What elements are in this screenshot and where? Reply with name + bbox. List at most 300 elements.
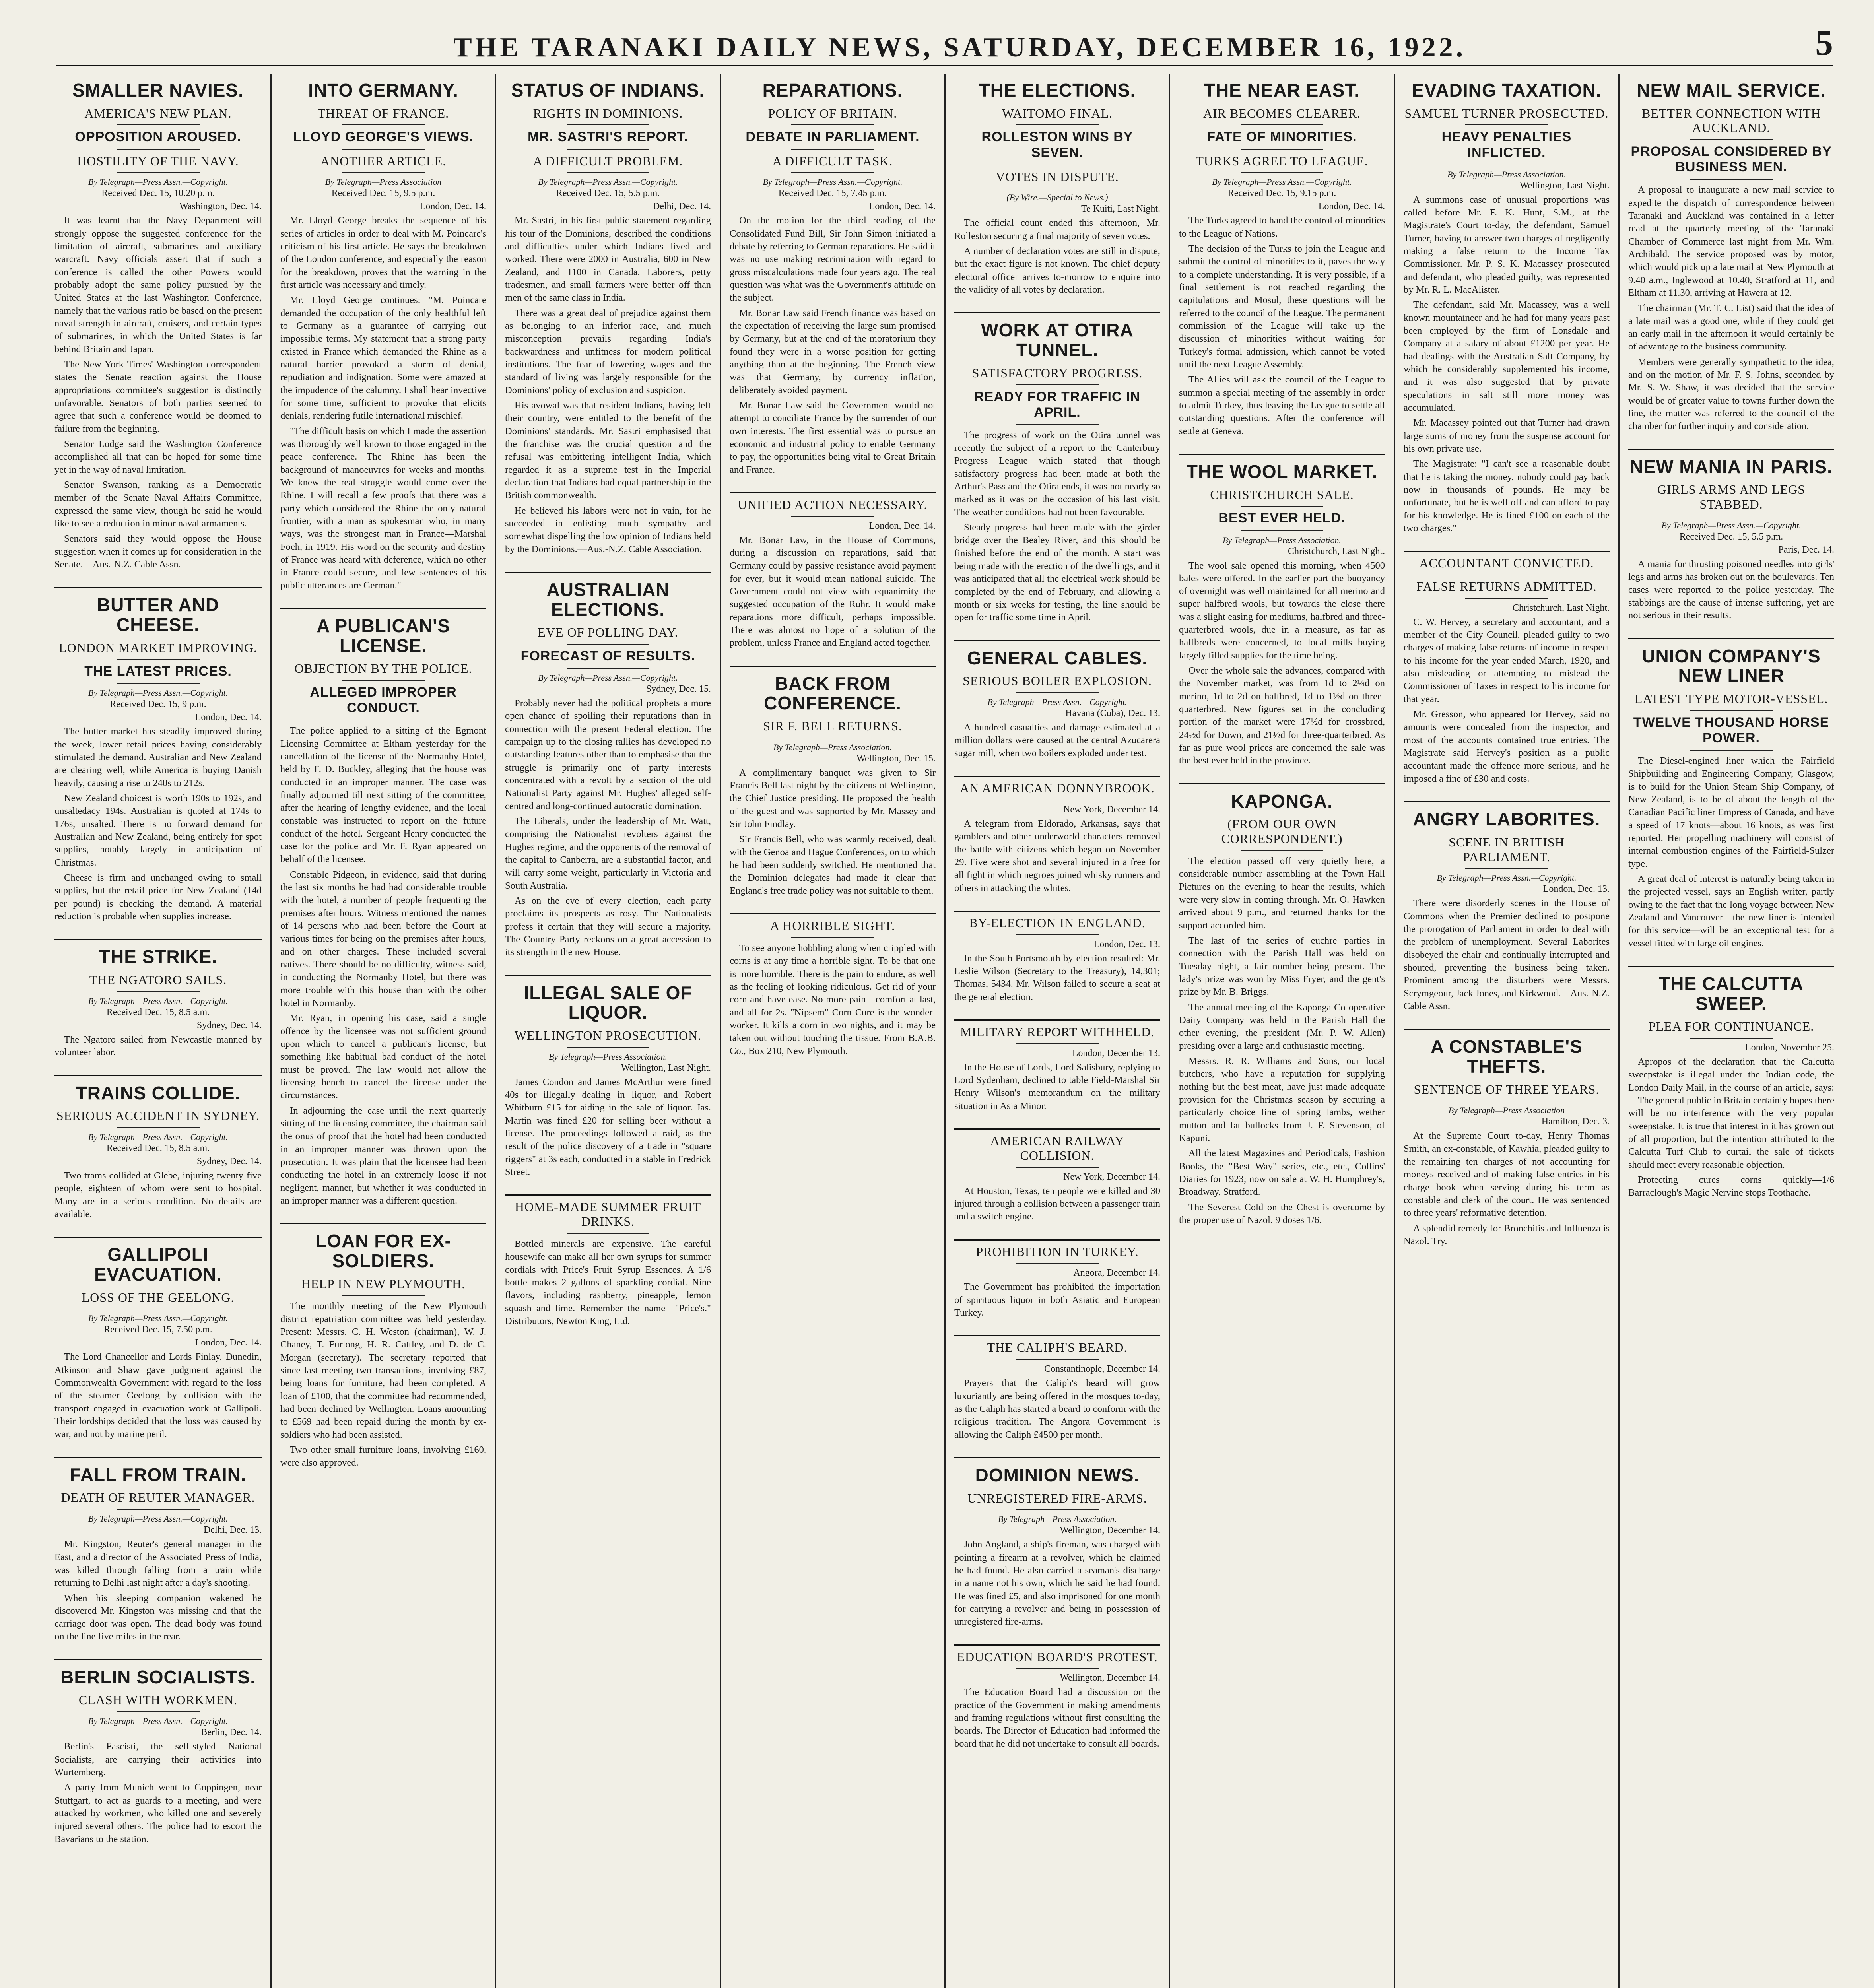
article-paragraph: Mr. Sastri, in his first public statement regarding his tour of the Dominions, described the conditions and difficulties under which Indians lived and worked. There were 2000 in Australia, 600 in New Zealand, and 1100 in Canada. Laborers, petty tradesmen, and small farmers were better off than men of the same class in India. [505, 215, 711, 303]
column [944, 74, 1169, 1988]
article-dateline: London, Dec. 14. [195, 1338, 262, 1348]
article-headline: A CONSTABLE'S THEFTS. [1431, 1036, 1583, 1077]
article-body [954, 1377, 1160, 1441]
article-paragraph: As on the eve of every election, each party proclaims its prospects as rosy. The Nationalists profess it certain that they will secure a majority. The Country Party reckons on a great accession to its strength in the new House. [505, 895, 711, 958]
article-paragraph: The last of the series of euchre parties in connection with the Parish Hall was held on Tuesday night, a fair number being present. The lady's prize was won by Miss Fryer, and the gent's prize by Mr. B. Briggs. [1179, 935, 1385, 998]
article-byline: By Telegraph—Press Assn.—Copyright. [1437, 873, 1577, 883]
article-paragraph: The decision of the Turks to join the League and submit the control of minorities to it, paves the way to a complete understanding. It is very possible, if a final settlement is not reached regarding the capitulations and Mosul, these questions will be referred to the council of the League. The permanent commission of the League will take up the discussion of minorities without waiting for Turkey's formal admission, which cannot be voted until the next League Assembly. [1179, 243, 1385, 370]
heading-rule [567, 124, 649, 125]
article-subheading: HEAVY PENALTIES INFLICTED. [1441, 129, 1572, 160]
article [730, 913, 936, 1058]
article-paragraph: The Government has prohibited the importation of spirituous liquor in both Asiatic and European Turkey. [954, 1281, 1160, 1318]
article-byline: By Telegraph—Press Assn.—Copyright. [88, 1716, 228, 1726]
article-headline: BUTTER AND CHEESE. [97, 594, 219, 635]
article-divider [954, 776, 1160, 777]
article-body [1404, 616, 1610, 785]
article-body [954, 1061, 1160, 1112]
article-paragraph: Mr. Bonar Law said the Government would not attempt to conciliate France by the surrender of our own interests. The first essential was to pursue an economic and industrial policy to enable Germany to pay, the opportunities being vital to Great Britain and France. [730, 400, 936, 475]
article-divider [1404, 551, 1610, 552]
heading-rule [1241, 850, 1323, 851]
article-divider [280, 608, 486, 609]
article-subheading: THE CALIPH'S BEARD. [987, 1340, 1128, 1355]
article-paragraph: The Lord Chancellor and Lords Finlay, Dunedin, Atkinson and Shaw gave judgment against the Commonwealth Government with regard to the loss of the steamer Geelong by collision with the transport engaged in evacuation work at Gallipoli. Their lordships decided that the loss was caused by war, and not by marine peril. [54, 1351, 262, 1440]
article-subheading: (FROM OUR OWN CORRESPONDENT.) [1221, 817, 1343, 846]
heading-rule [342, 124, 424, 125]
article-body [954, 721, 1160, 760]
article-body [54, 1351, 262, 1441]
article-paragraph: The Magistrate: "I can't see a reasonable doubt that he is taking the money, nobody could pay back now in thousands of pounds. He may be unfortunate, but he is well off and can afford to pay for his knowledge. He is fined £100 on each of the two charges." [1404, 458, 1610, 534]
article-paragraph: James Condon and James McArthur were fined 40s for illegally dealing in liquor, and Robert Whitburn £15 for aiding in the sale of liquor. Jas. Martin was fined £20 for selling beer without a license. The proceedings followed a raid, as the result of the police discovery of a trade in "square riggers" at 3s each, conducted in a stable in Fredrick Street. [505, 1076, 711, 1178]
article-body [54, 1033, 262, 1059]
article-paragraph: Constable Pidgeon, in evidence, said that during the last six months he had had considerable trouble with the hotel, a number of people frequenting the premises after hours. Witness mentioned the names of 14 persons who had been before the Court at various times for being on the premises after hours, and on other charges. These included several natives. There should be no difficulty, witness said, in conducting the Normanby Hotel, but there was more trouble with this house than with the other hotel in Normanby. [280, 869, 486, 1009]
article-divider [1404, 801, 1610, 802]
article-divider [954, 1128, 1160, 1130]
article-received-time: Received Dec. 15, 8.5 a.m. [106, 1143, 210, 1153]
article-dateline: Sydney, Dec. 14. [196, 1156, 262, 1167]
article-divider [1179, 783, 1385, 784]
article-paragraph: A mania for thrusting poisoned needles into girls' legs and arms has broken out on the boulevards. Ten cases were reported to the police yesterday. The stabbings are the cause of intense suffering, yet are not serious in their results. [1628, 558, 1834, 621]
article-paragraph: Senators said they would oppose the House suggestion when it comes up for consideration in the Senate.—Aus.-N.Z. Cable Assn. [54, 533, 262, 570]
article-divider [954, 1457, 1160, 1458]
article [954, 1644, 1160, 1750]
newspaper-columns [46, 74, 1843, 1988]
heading-rule [1690, 750, 1772, 751]
heading-rule [1016, 692, 1098, 693]
heading-rule [117, 1509, 199, 1510]
article-byline: By Telegraph—Press Association. [548, 1051, 668, 1062]
article-headline: STATUS OF INDIANS. [511, 80, 705, 101]
article-headline: GENERAL CABLES. [967, 647, 1148, 668]
article-paragraph: Prayers that the Caliph's beard will grow luxuriantly are being offered in the mosques to-day, as the Caliph has started a beard to conform with the religious tradition. The Angora Government is allowing the Caliph £4500 per month. [954, 1378, 1160, 1440]
article-subheading: WAITOMO FINAL. [1002, 106, 1113, 120]
article-paragraph: Messrs. R. R. Williams and Sons, our local butchers, who have a reputation for supplying nothing but the best meat, have just made adequate provision for the Christmas season by securing a particularly choice line of spring lambs, wether mutton and fat bullocks from J. F. Stevenson, of Kapuni. [1179, 1055, 1385, 1143]
article [954, 640, 1160, 760]
article [1404, 1029, 1610, 1248]
article-subheading: FALSE RETURNS ADMITTED. [1416, 579, 1597, 594]
heading-rule [791, 149, 874, 150]
article-subheading: A DIFFICULT TASK. [772, 153, 893, 168]
article [954, 1019, 1160, 1112]
article-divider [954, 1019, 1160, 1021]
article-dateline: London, Dec. 14. [1318, 201, 1385, 212]
heading-rule [791, 172, 874, 173]
article-headline: ILLEGAL SALE OF LIQUOR. [524, 982, 692, 1023]
article [1628, 449, 1834, 622]
article-paragraph: Berlin's Fascisti, the self-styled National Socialists, are carrying their activities into Wurtemberg. [54, 1741, 262, 1778]
article-divider [730, 492, 936, 493]
article-paragraph: The police applied to a sitting of the Egmont Licensing Committee at Eltham yesterday for the cancellation of the license of the Normanby Hotel, held by F. D. Buckley, alleging that the house was conducted in an improper manner. The case was finally adjourned till next sitting of the committee, after the hearing of lengthy evidence, and the local constable was instructed to report on the future conduct of the hotel. Sergeant Henry conducted the case for the police and Mr. F. Ryan appeared on behalf of the licensee. [280, 725, 486, 865]
article-paragraph: The election passed off very quietly here, a considerable number assembling at the Town Hall Pictures on the evening to hear the results, which were very slow in coming through. Mr. O. Hawken arrived about 9 p.m., and returned thanks for the support accorded him. [1179, 856, 1385, 931]
article [280, 1223, 486, 1469]
article-paragraph: Mr. Kingston, Reuter's general manager in the East, and a director of the Associated Press of India, was killed through falling from a train while returning to Delhi last night after a day's shooting. [54, 1539, 262, 1588]
article-paragraph: John Angland, a ship's fireman, was charged with pointing a firearm at a revolver, which he claimed he had found. He also carried a seaman's discharge in a name not his own, which he said he had found. He was fined £5, and also imprisoned for one month for carrying a revolver and being in possession of unregistered fire-arms. [954, 1539, 1160, 1627]
article-received-time: Received Dec. 15, 10.20 p.m. [101, 188, 215, 199]
article-paragraph: The chairman (Mr. T. C. List) said that the idea of a late mail was a good one, while if they could get an early mail in the afternoon it would certainly be of advantage to the business community. [1628, 303, 1834, 352]
article-headline: LOAN FOR EX-SOLDIERS. [315, 1231, 451, 1272]
heading-rule [1016, 124, 1098, 125]
article-byline: By Telegraph—Press Association [325, 177, 442, 187]
article-received-time: Received Dec. 15, 7.50 p.m. [104, 1324, 212, 1335]
article-body [1404, 897, 1610, 1013]
article-headline: A PUBLICAN'S LICENSE. [317, 615, 450, 656]
article-body [54, 725, 262, 923]
article-body [1179, 855, 1385, 1227]
article-paragraph: A number of declaration votes are still in dispute, but the exact figure is not known. The chief deputy electoral officer arrives to-morrow to enquire into the validity of all votes by declaration. [954, 246, 1160, 295]
article-paragraph: On the motion for the third reading of the Consolidated Fund Bill, Sir John Simon initiated a debate by referring to German reparations. He said it was no use making recrimination with regard to gross miscalculations made four years ago. The real question was what was the Government's attitude on the subject. [730, 215, 936, 303]
article [54, 1457, 262, 1643]
article-paragraph: There was a great deal of prejudice against them as belonging to an inferior race, and much misconception prevails regarding India's backwardness and unfitness for modern political institutions. The fear of lowering wages and the standard of living was largely responsible for the Dominions' policy of exclusion and suspicion. [505, 307, 711, 396]
heading-rule [1016, 384, 1098, 385]
heading-rule [1241, 149, 1323, 150]
article-paragraph: Mr. Bonar Law, in the House of Commons, during a discussion on reparations, said that Germany could by passive resistance avoid payment for ever, but it would mean national suicide. The Government could not view with equanimity the suggested occupation of the Ruhr. It would make reparations more difficult, perhaps impossible. There was almost no hope of a solution of the problem, unless France and England acted together. [730, 534, 936, 648]
heading-rule [342, 1295, 424, 1296]
article-body [280, 1300, 486, 1469]
article-subheading: TWELVE THOUSAND HORSE POWER. [1633, 714, 1829, 746]
article-dateline: New York, December 14. [1063, 804, 1160, 815]
article-subheading: PLEA FOR CONTINUANCE. [1648, 1019, 1814, 1034]
heading-rule [791, 124, 874, 125]
article-body [1628, 558, 1834, 622]
article-paragraph: Senator Swanson, ranking as a Democratic member of the Senate Naval Affairs Committee, expressed the same view, though he said he would like to see a reduction in minor naval armaments. [54, 479, 262, 529]
article-subheading: BY-ELECTION IN ENGLAND. [969, 915, 1146, 930]
article-body [505, 1076, 711, 1179]
heading-rule [117, 683, 199, 684]
article-divider [1628, 966, 1834, 967]
article-subheading: POLICY OF BRITAIN. [768, 106, 897, 120]
heading-rule [1241, 172, 1323, 173]
article-received-time: Received Dec. 15, 8.5 a.m. [106, 1007, 210, 1017]
article-body [1628, 1056, 1834, 1200]
article-paragraph: The Ngatoro sailed from Newcastle manned by volunteer labor. [54, 1034, 262, 1058]
article [54, 587, 262, 923]
article-subheading: THE LATEST PRICES. [84, 664, 232, 679]
article [505, 81, 711, 556]
article-subheading: OPPOSITION AROUSED. [75, 129, 241, 145]
article-subheading: LONDON MARKET IMPROVING. [59, 640, 257, 655]
article-body [1628, 184, 1834, 433]
article-body [954, 217, 1160, 296]
column [1618, 74, 1843, 1988]
article-byline: By Telegraph—Press Assn.—Copyright. [987, 697, 1127, 707]
article-dateline: Sydney, Dec. 14. [196, 1020, 262, 1031]
article-body [1628, 755, 1834, 950]
article-body [954, 952, 1160, 1004]
article-headline: GALLIPOLI EVACUATION. [94, 1244, 222, 1285]
article-paragraph: A complimentary banquet was given to Sir Francis Bell last night by the citizens of Wellington, the Chief Justice presiding. He proposed the health of the guest and was supported by Mr. Massey and Sir John Findlay. [730, 767, 936, 830]
article-paragraph: All the latest Magazines and Periodicals, Fashion Books, the "Best Way" series, etc., etc., Collins' Diaries for 1923; now on sale at W. H. Humphrey's, Broadway, Stratford. [1179, 1148, 1385, 1198]
article-subheading: HOSTILITY OF THE NAVY. [77, 153, 239, 168]
article [1179, 454, 1385, 767]
heading-rule [117, 1711, 199, 1712]
article-paragraph: He believed his labors were not in vain, for he succeeded in enlisting much sympathy and somewhat dispelling the low opinion of Indians held by the Dominions.—Aus.-N.Z. Cable Association. [505, 505, 711, 555]
article-dateline: London, Dec. 14. [869, 520, 936, 531]
article-paragraph: Two trams collided at Glebe, injuring twenty-five people, eighteen of whom were sent to hospital. Many are in a serious condition. No details are available. [54, 1170, 262, 1219]
article-subheading: VOTES IN DISPUTE. [996, 169, 1119, 184]
article-body [954, 1185, 1160, 1223]
article-body [505, 214, 711, 556]
article-body [54, 1169, 262, 1221]
article-body [954, 817, 1160, 895]
heading-rule [1690, 179, 1772, 180]
article-received-time: Received Dec. 15, 7.45 p.m. [778, 188, 887, 199]
article-subheading: RIGHTS IN DOMINIONS. [533, 106, 683, 120]
article-subheading: SIR F. BELL RETURNS. [763, 719, 902, 734]
heading-rule [567, 1047, 649, 1048]
article-byline: By Telegraph—Press Association [1448, 1105, 1565, 1116]
column [270, 74, 495, 1988]
heading-rule [117, 659, 199, 660]
article [954, 776, 1160, 895]
article-subheading: HELP IN NEW PLYMOUTH. [301, 1276, 466, 1291]
article-divider [954, 1644, 1160, 1646]
article-subheading: EDUCATION BOARD'S PROTEST. [957, 1649, 1158, 1664]
article-subheading: LLOYD GEORGE'S VIEWS. [293, 129, 474, 145]
article-paragraph: A splendid remedy for Bronchitis and Influenza is Nazol. Try. [1404, 1223, 1610, 1247]
article-dateline: London, Dec. 14. [195, 712, 262, 723]
article-dateline: London, Dec. 14. [419, 201, 486, 212]
article-paragraph: Cheese is firm and unchanged owing to small supplies, but the retail price for New Zealand (14d per pound) is checking the demand. A material reduction is probable when supplies increase. [54, 872, 262, 922]
heading-rule [117, 172, 199, 173]
article-body [280, 724, 486, 1207]
article [954, 1128, 1160, 1223]
article-byline: By Telegraph—Press Assn.—Copyright. [538, 177, 678, 187]
article-subheading: ALLEGED IMPROPER CONDUCT. [310, 685, 457, 716]
article-dateline: Christchurch, Last Night. [1288, 546, 1385, 557]
article-dateline: London, Dec. 13. [1093, 939, 1160, 949]
article-paragraph: The official count ended this afternoon, Mr. Rolleston securing a final majority of seven votes. [954, 217, 1160, 241]
article [954, 312, 1160, 624]
article-subheading: THREAT OF FRANCE. [317, 106, 449, 120]
article-dateline: Christchurch, Last Night. [1513, 602, 1610, 613]
article-divider [730, 666, 936, 667]
article-paragraph: In adjourning the case until the next quarterly sitting of the licensing committee, the chairman said the onus of proof that the hotel had been conducted in an improper manner was thrown upon the prosecution. It was plain that the licensee had been conducting the hotel in an extremely loose if not negligent, manner, but whether it was conducted in an improper manner was a different question. [280, 1105, 486, 1206]
article [1404, 551, 1610, 785]
article-subheading: THE NGATORO SAILS. [89, 973, 227, 987]
heading-rule [1016, 1359, 1098, 1360]
article-subheading: SERIOUS BOILER EXPLOSION. [963, 674, 1152, 688]
article-divider [954, 1335, 1160, 1336]
article-byline: By Telegraph—Press Assn.—Copyright. [88, 1514, 228, 1524]
article-body [280, 214, 486, 592]
article-divider [954, 1239, 1160, 1241]
article-headline: THE CALCUTTA SWEEP. [1659, 973, 1804, 1014]
article-divider [1628, 449, 1834, 450]
article-divider [505, 572, 711, 573]
article-byline: (By Wire.—Special to News.) [1006, 192, 1108, 203]
heading-rule [1241, 506, 1323, 507]
article-paragraph: A party from Munich went to Goppingen, near Stuttgart, to act as guards to a meeting, and were attacked by workmen, who killed one and severely injured several others. The police had to escort the Bavarians to the station. [54, 1782, 262, 1844]
article-byline: By Telegraph—Press Assn.—Copyright. [88, 177, 228, 187]
article-headline: NEW MAIL SERVICE. [1637, 80, 1826, 101]
article [1404, 801, 1610, 1013]
article-subheading: SATISFACTORY PROGRESS. [972, 365, 1143, 380]
article [505, 1194, 711, 1328]
article-byline: By Telegraph—Press Assn.—Copyright. [88, 996, 228, 1006]
newspaper-title: THE TARANAKI DAILY NEWS, SATURDAY, DECEMBER 16, 1922. [453, 32, 1466, 63]
article-received-time: Received Dec. 15, 5.5 p.m. [556, 188, 660, 199]
article-divider [54, 1075, 262, 1076]
article-divider [1179, 454, 1385, 455]
article-subheading: ANOTHER ARTICLE. [320, 153, 447, 168]
article-paragraph: The Turks agreed to hand the control of minorities to the League of Nations. [1179, 215, 1385, 239]
article-headline: AUSTRALIAN ELECTIONS. [546, 579, 670, 620]
article-byline: By Telegraph—Press Assn.—Copyright. [88, 1313, 228, 1324]
article-subheading: HOME-MADE SUMMER FRUIT DRINKS. [515, 1200, 701, 1229]
article-paragraph: The monthly meeting of the New Plymouth district repatriation committee was held yesterday. Present: Messrs. C. H. Weston (chairman), W. J. Chaney, T. Furlong, H. R. Cattley, and D. de C. Morgan (secretary). The secretary reported that since last meeting two transactions, involving £87, being loans for furniture, had been completed. A loan of £100, that the committee had recommended, had been declined by Wellington. Loans amounting to £569 had been repaid during the month by ex-soldiers who had been assisted. [280, 1301, 486, 1440]
article-divider [54, 1659, 262, 1660]
article-paragraph: Mr. Lloyd George breaks the sequence of his series of articles in order to deal with M. Poincare's criticism of his first article. He says the breakdown of the London conference, and especially the reason for the breakdown, proves that the warning in the first article was necessary and timely. [280, 215, 486, 290]
article-dateline: Te Kuiti, Last Night. [1081, 204, 1160, 214]
heading-rule [1016, 1263, 1098, 1264]
article-subheading: MR. SASTRI'S REPORT. [527, 129, 688, 145]
article-headline: EVADING TAXATION. [1412, 80, 1602, 101]
article-dateline: London, Dec. 14. [869, 201, 936, 212]
article-paragraph: Mr. Ryan, in opening his case, said a single offence by the licensee was not sufficient ground upon which to cancel a publican's license, but something like habitual bad conduct of the hotel must be proved. The law would not allow the licensing bench to cancel the license under the circumstances. [280, 1013, 486, 1101]
article-paragraph: A telegram from Eldorado, Arkansas, says that gamblers and other underworld characters removed the battle with citizens which began on November 29. Five were shot and several injured in a free for all fight in which negroes joined whisky runners and others in attacking the whites. [954, 818, 1160, 893]
article-divider [54, 1237, 262, 1238]
article-body [730, 767, 936, 897]
article-headline: THE STRIKE. [99, 946, 218, 967]
heading-rule [1016, 424, 1098, 425]
article-headline: ANGRY LABORITES. [1413, 809, 1600, 830]
article-headline: FALL FROM TRAIN. [70, 1464, 247, 1485]
masthead [56, 16, 1833, 66]
heading-rule [567, 1233, 649, 1234]
article-body [54, 1740, 262, 1846]
article-body [954, 429, 1160, 624]
article [954, 1335, 1160, 1441]
article-paragraph: A hundred casualties and damage estimated at a million dollars were caused at the central Azucarera sugar mill, when two boilers exploded under test. [954, 722, 1160, 759]
article [54, 1237, 262, 1441]
article [730, 81, 936, 476]
article-paragraph: C. W. Hervey, a secretary and accountant, and a member of the City Council, pleaded guilty to two charges of making false returns of income in respect to his income for the year ended March, 1920, and also misleading or attempting to mislead the Commissioner of Taxes in respect to his income for that year. [1404, 616, 1610, 705]
article [54, 1075, 262, 1221]
heading-rule [567, 149, 649, 150]
article-subheading: LOSS OF THE GEELONG. [82, 1290, 235, 1305]
heading-rule [117, 1127, 199, 1128]
heading-rule [1016, 1167, 1098, 1168]
article-subheading: OBJECTION BY THE POLICE. [294, 661, 472, 676]
article-paragraph: The Severest Cold on the Chest is overcome by the proper use of Nazol. 9 doses 1/6. [1179, 1202, 1385, 1225]
article-divider [730, 913, 936, 914]
article-headline: KAPONGA. [1231, 790, 1333, 812]
article [1628, 638, 1834, 950]
article-paragraph: The New York Times' Washington correspondent states the Senate reaction against the House appropriations committee's suggestion is distinctly unfavorable. Senators of both parties seemed to agree that such a conference would be doomed to failure from the beginning. [54, 359, 262, 434]
article-subheading: AN AMERICAN DONNYBROOK. [960, 781, 1155, 796]
article-subheading: AMERICA'S NEW PLAN. [84, 106, 232, 120]
article-dateline: London, December 13. [1072, 1048, 1160, 1058]
article-subheading: EVE OF POLLING DAY. [538, 625, 678, 640]
heading-rule [1241, 124, 1323, 125]
column [720, 74, 944, 1988]
article-paragraph: Members were generally sympathetic to the idea, and on the motion of Mr. F. S. Johns, seconded by Mr. S. W. Shaw, it was decided that the service would be of greater value to towns further down the line, the matter was referred to the council of the chamber for further inquiry and consideration. [1628, 356, 1834, 432]
article-byline: By Telegraph—Press Assn.—Copyright. [763, 177, 903, 187]
article-body [1179, 214, 1385, 438]
article-dateline: Sydney, Dec. 15. [646, 684, 711, 695]
article-paragraph: Bottled minerals are expensive. The careful housewife can make all her own syrups for summer cordials with Price's Fruit Syrup Essences. A 1/6 bottle makes 2 gallons of sparkling cordial. Nine flavors, including raspberry, pineapple, lemon squash and lime. Remember the name—"Price's." Distributors, Newton King, Ltd. [505, 1239, 711, 1327]
article-byline: By Telegraph—Press Association. [773, 742, 892, 752]
article-subheading: A DIFFICULT PROBLEM. [533, 153, 683, 168]
article-subheading: PROPOSAL CONSIDERED BY BUSINESS MEN. [1631, 144, 1832, 175]
heading-rule [1465, 598, 1548, 599]
article-paragraph: At the Supreme Court to-day, Henry Thomas Smith, an ex-constable, of Kawhia, pleaded guilty to the remaining ten charges of not accounting for moneys received and of making false entries in his charge book when serving during his term as constable and clerk of the court. He was sentenced to three years' reformative detention. [1404, 1130, 1610, 1219]
article-subheading: ROLLESTON WINS BY SEVEN. [981, 129, 1133, 160]
article [54, 939, 262, 1059]
heading-rule [1690, 139, 1772, 140]
article [1179, 81, 1385, 438]
article-divider [54, 1457, 262, 1458]
article-subheading: READY FOR TRAFFIC IN APRIL. [974, 389, 1140, 420]
article-divider [505, 975, 711, 976]
article-dateline: London, November 25. [1745, 1042, 1834, 1053]
column [1394, 74, 1618, 1988]
article-dateline: Constantinople, December 14. [1044, 1364, 1160, 1375]
article-body [1404, 1130, 1610, 1248]
article-subheading: MILITARY REPORT WITHHELD. [960, 1025, 1155, 1039]
article-headline: REPARATIONS. [762, 80, 903, 101]
article-byline: By Telegraph—Press Assn.—Copyright. [538, 673, 678, 683]
heading-rule [117, 124, 199, 125]
article-paragraph: A summons case of unusual proportions was called before Mr. F. K. Hunt, S.M., at the Magistrate's Court to-day, the defendant, Samuel Turner, having to answer two charges of negligently making a false return to the Income Tax Commissioner. Mr. P. S. K. Macassey prosecuted and defendant, who pleaded guilty, was represented by Mr. R. L. MacAlister. [1404, 194, 1610, 295]
article-byline: By Telegraph—Press Assn.—Copyright. [1212, 177, 1352, 187]
article-paragraph: It was learnt that the Navy Department will strongly oppose the suggested conference for the limitation of aircraft, submarines and auxiliary warcraft. Navy officials assert that if such a conference is called the other Powers would probably adopt the same policy pursued by the United States at the last Washington Conference, namely that the various ratio be based on the present naval strength in aircraft, cruisers, and certain types of submarines, in which the United States is far behind Britain and Japan. [54, 215, 262, 355]
article-subheading: WELLINGTON PROSECUTION. [514, 1028, 702, 1043]
article [505, 572, 711, 959]
article [954, 1239, 1160, 1320]
article-paragraph: Apropos of the declaration that the Calcutta sweepstake is illegal under the Indian code, the London Daily Mail, in the course of an article, says:—The general public in Britain certainly hopes there will be no interference with the very popular sweepstake. It is true that interest in it has grown out of all proportion, but the intention attributed to the Calcutta Turf Club to curtail the sale of tickets should meet every reasonable objection. [1628, 1056, 1834, 1170]
article [280, 608, 486, 1207]
article-paragraph: To see anyone hobbling along when crippled with corns is at any time a horrible sight. To be that one is more horrible. There is the pain to endure, as well as the feeling of looking ridiculous. Get rid of your corn and have ease. No more pain—comfort at last, and all for 2s. "Nipsem" Corn Cure is the wonder-worker. It kills a corn in two nights, and it may be taken out without touching the tissue. From B.A.B. Co., Box 210, New Plymouth. [730, 942, 936, 1056]
article-divider [54, 587, 262, 588]
article-received-time: Received Dec. 15, 9 p.m. [110, 699, 206, 710]
article-paragraph: The Allies will ask the council of the League to summon a special meeting of the assembly in order to admit Turkey, thus leaving the League to settle all outstanding questions. After the conference will settle at Geneva. [1179, 374, 1385, 437]
article-paragraph: Mr. Bonar Law said French finance was based on the expectation of receiving the large sum promised by Germany, but at the end of the moratorium they found they were in a worse position for getting anything than at the beginning. The French view was that Germany, by currency inflation, deliberately avoided payment. [730, 307, 936, 396]
article [954, 1457, 1160, 1629]
heading-rule [1465, 868, 1548, 869]
article-body [505, 697, 711, 959]
article-paragraph: The Liberals, under the leadership of Mr. Watt, comprising the Nationalist revolters against the Hughes regime, and the opponents of the removal of the capital to Canberra, are a substantial factor, and will carry some weight, particularly in Victoria and South Australia. [505, 816, 711, 891]
article-body [505, 1238, 711, 1328]
heading-rule [342, 172, 424, 173]
article-paragraph: The Diesel-engined liner which the Fairfield Shipbuilding and Engineering Company, Glasgow, is to build for the Union Steam Ship Company, of New Zealand, is to be of about the length of the Canadian Pacific liner Empress of Canada, and have a speed of 17 knots—about 16 knots, as was first reported. Her propelling machinery will consist of internal combustion engines of the Fairfield-Sulzer type. [1628, 755, 1834, 869]
article-paragraph: Protecting cures corns quickly—1/6 Barraclough's Magic Nervine stops Toothache. [1628, 1174, 1834, 1198]
article [954, 81, 1160, 296]
article-paragraph: Probably never had the political prophets a more open chance of spoiling their reputations than in connection with the present Federal election. The campaign up to the closing rallies has developed no outstanding features other than to emphasise that the struggle is primarily one of party interests concentrated with a revolt by a section of the old Nationalist Party against Mr. Hughes' alleged self-centred and long-continued autocratic domination. [505, 698, 711, 812]
heading-rule [567, 644, 649, 645]
article-subheading: A HORRIBLE SIGHT. [770, 918, 895, 933]
article-paragraph: There were disorderly scenes in the House of Commons when the Premier declined to postpone the prorogation of Parliament in order to deal with the problem of unemployment. Several Laborites disobeyed the chair and continually interrupted and shouted, preventing the business being taken. Prominent among the disturbers were Messrs. Scrymgeour, Jack Jones, and Kirkwood.—Aus.-N.Z. Cable Assn. [1404, 898, 1610, 1011]
article-paragraph: Two other small furniture loans, involving £160, were also approved. [280, 1444, 486, 1468]
column [46, 74, 270, 1988]
heading-rule [1465, 124, 1548, 125]
article-dateline: London, Dec. 13. [1543, 884, 1610, 895]
article [505, 975, 711, 1179]
article-body [954, 1686, 1160, 1750]
article-subheading: SCENE IN BRITISH PARLIAMENT. [1449, 835, 1565, 864]
article-subheading: BEST EVER HELD. [1218, 511, 1346, 526]
article-dateline: Wellington, Dec. 15. [856, 753, 936, 764]
article-subheading: FATE OF MINORITIES. [1207, 129, 1357, 145]
article [1179, 783, 1385, 1227]
article-paragraph: Sir Francis Bell, who was warmly received, dealt with the Genoa and Hague Conferences, on to which he had been suddenly switched. He mentioned that the Dominion delegates had made it clear that England's free trade policy was not suitable to them. [730, 834, 936, 896]
article-divider [54, 939, 262, 940]
article-dateline: Hamilton, Dec. 3. [1541, 1116, 1610, 1127]
article-paragraph: Steady progress had been made with the girder bridge over the Bealey River, and this should be finished before the end of the month. A start was being made with the erection of the dwellings, and it was anticipated that all the electrical work should be completed by the end of February, and allowing a month or six weeks for testing, the line should be open for traffic some time in April. [954, 522, 1160, 623]
article-divider [1404, 1029, 1610, 1030]
article-subheading: UNREGISTERED FIRE-ARMS. [967, 1491, 1147, 1505]
article-subheading: BETTER CONNECTION WITH AUCKLAND. [1642, 106, 1821, 135]
heading-rule [567, 668, 649, 669]
